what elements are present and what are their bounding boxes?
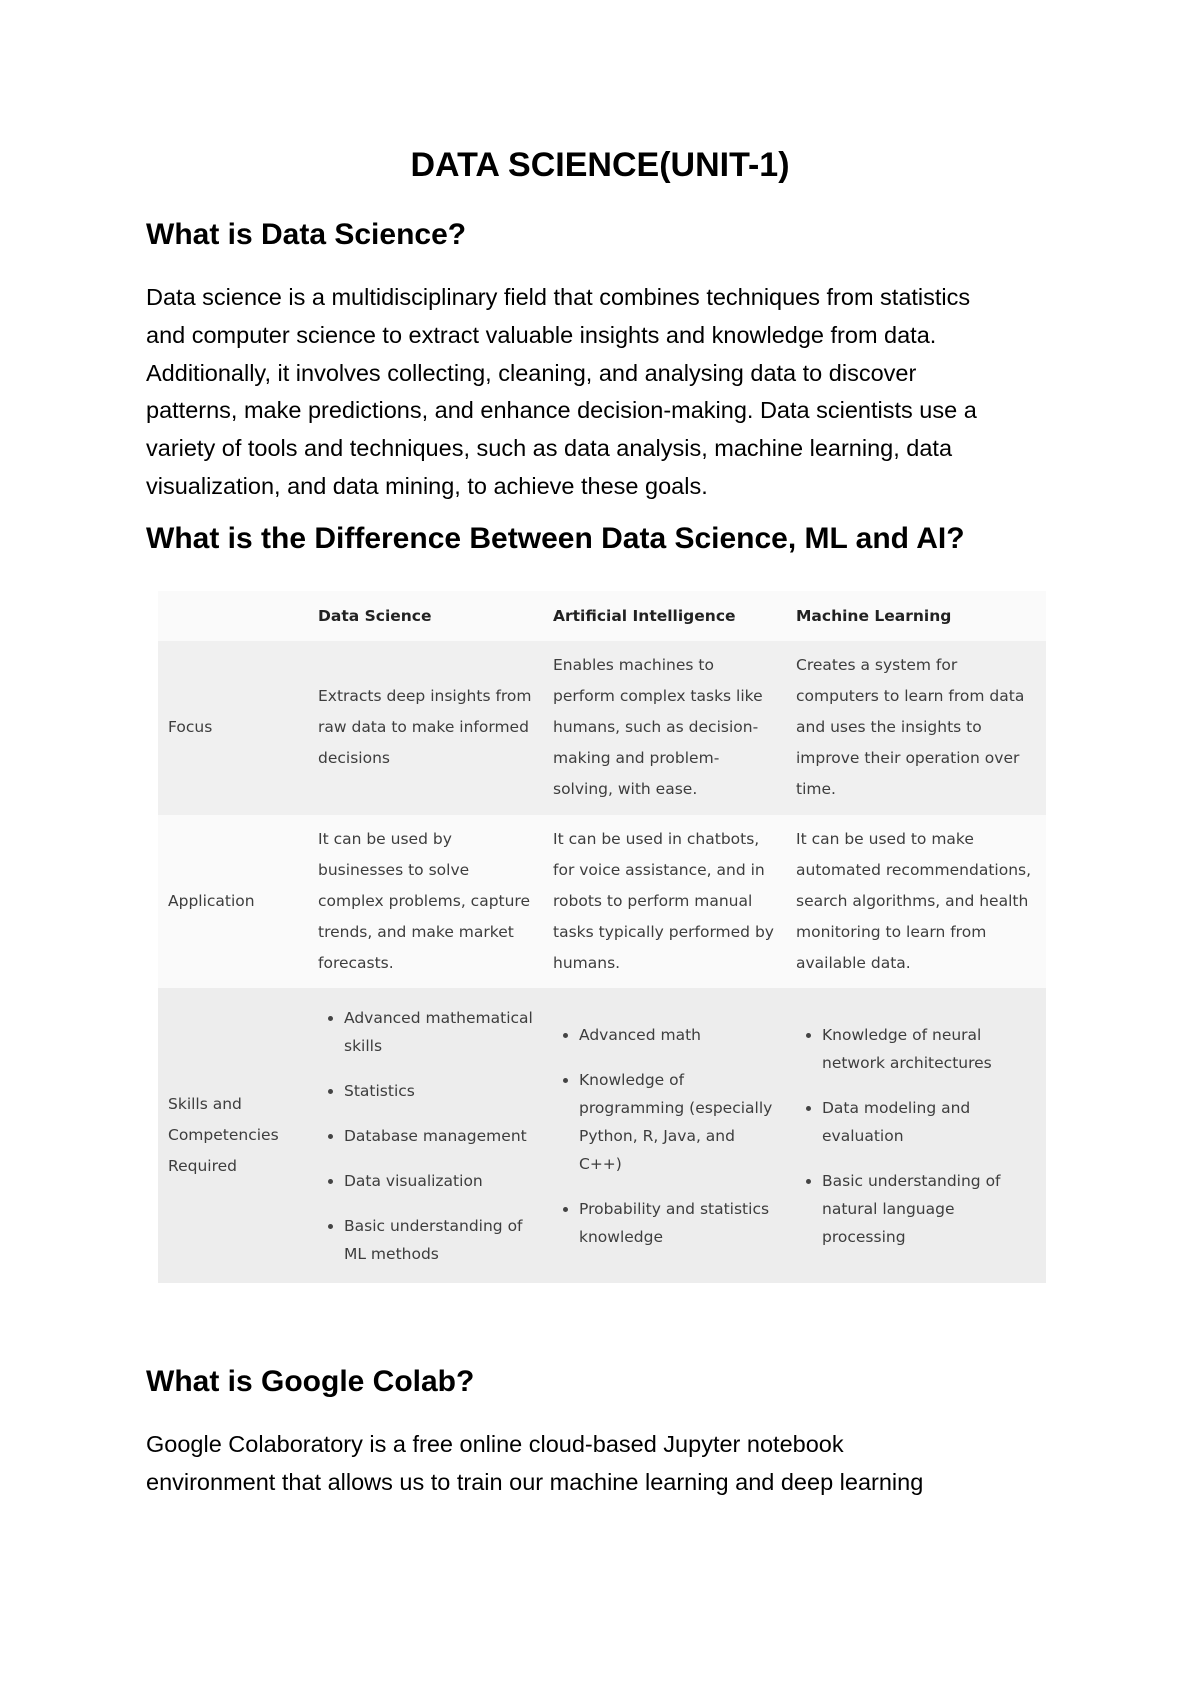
list-item: • Basic understanding of natural language processing xyxy=(822,1167,1036,1251)
list-item: • Statistics xyxy=(344,1077,533,1105)
table-cell xyxy=(308,988,543,1283)
header-empty xyxy=(158,591,308,641)
table-cell: Enables machines to perform complex tasks like humans, such as decision-making and problem-solving, with ease. xyxy=(543,641,786,815)
list-item: • Knowledge of neural network architectures xyxy=(822,1021,1036,1077)
paragraph-line: visualization, and data mining, to achieve these goals. xyxy=(146,472,708,499)
table-cell: It can be used by businesses to solve complex problems, capture trends, and make market forecasts. xyxy=(308,815,543,989)
row-label: Skills and Competencies Required xyxy=(158,988,308,1283)
list-item: • Knowledge of programming (especially Python, R, Java, and C++) xyxy=(579,1066,776,1178)
list-item: • Data visualization xyxy=(344,1167,533,1195)
list-item: • Advanced mathematical skills xyxy=(344,1004,533,1060)
paragraph-line: patterns, make predictions, and enhance decision-making. Data scientists use a xyxy=(146,397,977,424)
colab-paragraph xyxy=(146,1426,1076,1502)
skills-list-ai xyxy=(553,1021,776,1251)
list-item: • Data modeling and evaluation xyxy=(822,1094,1036,1150)
row-label: Focus xyxy=(158,641,308,815)
paragraph-line: and computer science to extract valuable insights and knowledge from data. xyxy=(146,321,937,348)
document-title: DATA SCIENCE(UNIT-1) xyxy=(410,146,790,184)
comparison-table xyxy=(158,591,1046,1283)
heading-difference: What is the Difference Between Data Science, ML and AI? xyxy=(146,522,965,555)
header-artificial-intelligence: Artificial Intelligence xyxy=(543,591,786,641)
list-item: • Basic understanding of ML methods xyxy=(344,1212,533,1268)
header-data-science: Data Science xyxy=(308,591,543,641)
table-row-skills xyxy=(158,988,1046,1283)
paragraph-line: Data science is a multidisciplinary field that combines techniques from statistics xyxy=(146,284,971,310)
table-header-row xyxy=(158,591,1046,641)
data-science-paragraph xyxy=(146,279,1076,506)
table-cell: It can be used in chatbots, for voice assistance, and in robots to perform manual tasks typically performed by humans. xyxy=(543,815,786,989)
paragraph-line: environment that allows us to train our machine learning and deep learning xyxy=(146,1468,924,1495)
table-cell xyxy=(543,988,786,1283)
table-cell: Creates a system for computers to learn from data and uses the insights to improve their operation over time. xyxy=(786,641,1046,815)
row-label: Application xyxy=(158,815,308,989)
table-cell: Extracts deep insights from raw data to make informed decisions xyxy=(308,641,543,815)
heading-what-is-data-science: What is Data Science? xyxy=(146,218,467,251)
list-item: • Probability and statistics knowledge xyxy=(579,1195,776,1251)
table-cell: It can be used to make automated recommendations, search algorithms, and health monitoring to learn from available data. xyxy=(786,815,1046,989)
table-row-application xyxy=(158,815,1046,989)
paragraph-line: Additionally, it involves collecting, cleaning, and analysing data to discover xyxy=(146,359,917,386)
list-item: • Advanced math xyxy=(579,1021,776,1049)
skills-list-ml xyxy=(796,1021,1036,1251)
list-item: • Database management xyxy=(344,1122,533,1150)
header-machine-learning: Machine Learning xyxy=(786,591,1046,641)
table-row-focus xyxy=(158,641,1046,815)
paragraph-line: Google Colaboratory is a free online cloud-based Jupyter notebook xyxy=(146,1431,844,1457)
table-cell xyxy=(786,988,1046,1283)
paragraph-line: variety of tools and techniques, such as data analysis, machine learning, data xyxy=(146,435,953,462)
heading-google-colab: What is Google Colab? xyxy=(146,1365,475,1398)
skills-list-data-science xyxy=(318,1004,533,1268)
